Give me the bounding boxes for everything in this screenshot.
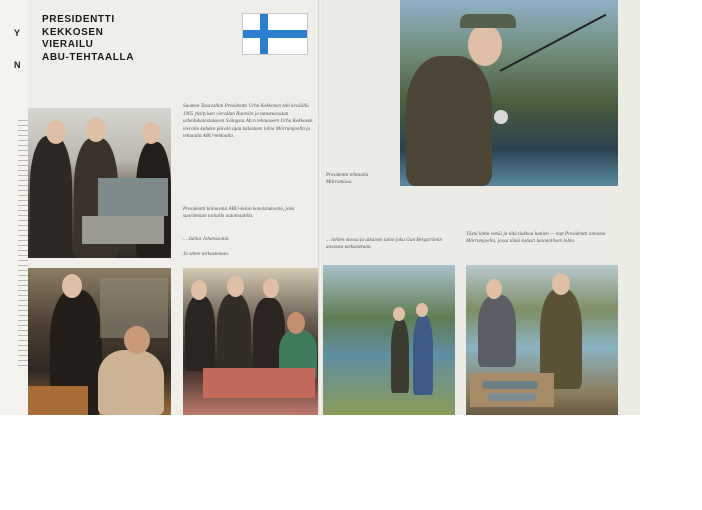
factory-visit-photo: [28, 108, 171, 258]
margin-text-lines: [18, 120, 28, 370]
margin-strip: [0, 0, 28, 415]
caption: ... lohien otossa ja aikaisen tulon joka Gun Bergströmin ansiosta tarkastetaan.: [326, 237, 443, 251]
headline-line: KEKKOSEN: [42, 26, 104, 38]
caption: Tästä lohta vetää ja tätä tiukkaa lumien — mut Presidentti onnistui Mörrumjoella, jossa tämä kalasti luonnollisen lohta.: [466, 231, 606, 245]
group-at-table-photo: [183, 268, 320, 415]
headline-line: PRESIDENTTI: [42, 14, 115, 25]
headline-line: VIERAILU: [42, 39, 94, 50]
caption: ... Juhlat Johanssonin.: [183, 236, 230, 242]
margin-letter: Y: [14, 28, 21, 38]
caption: Presidentti tehtaalla Mörrumissa.: [326, 172, 369, 186]
left-page: [0, 0, 320, 415]
caption: Ja sitten tarkastetaan.: [183, 251, 229, 257]
margin-letter: N: [14, 60, 21, 70]
headline-line: ABU-TEHTAALLA: [42, 51, 135, 63]
article-headline: [42, 14, 182, 64]
kekkonen-fishing-photo: [400, 0, 618, 186]
river-fishers-photo: [323, 265, 455, 415]
finland-flag-icon: [243, 14, 307, 54]
catch-on-bank-photo: [466, 265, 618, 415]
article-body: Suomen Tasavallan Presidentti Urho Kekkonen teki keväällä 1965 yksityisen vierailun Ruotsiin ja tutustuessaan urheilukalastukseen Svängsta Ab:n tehtaaseen Urho Kekkosen vierailu kahden päivän ajan kalastaen lohia Mörrumjoella ja tehtaalla ABU-tehtaalla.: [183, 103, 313, 140]
presentation-photo: [28, 268, 171, 415]
caption: Presidentti kiinnostui ABU-kelan koneistuksesta, joka suoritetaan tarkalla automaatilla.: [183, 206, 295, 220]
